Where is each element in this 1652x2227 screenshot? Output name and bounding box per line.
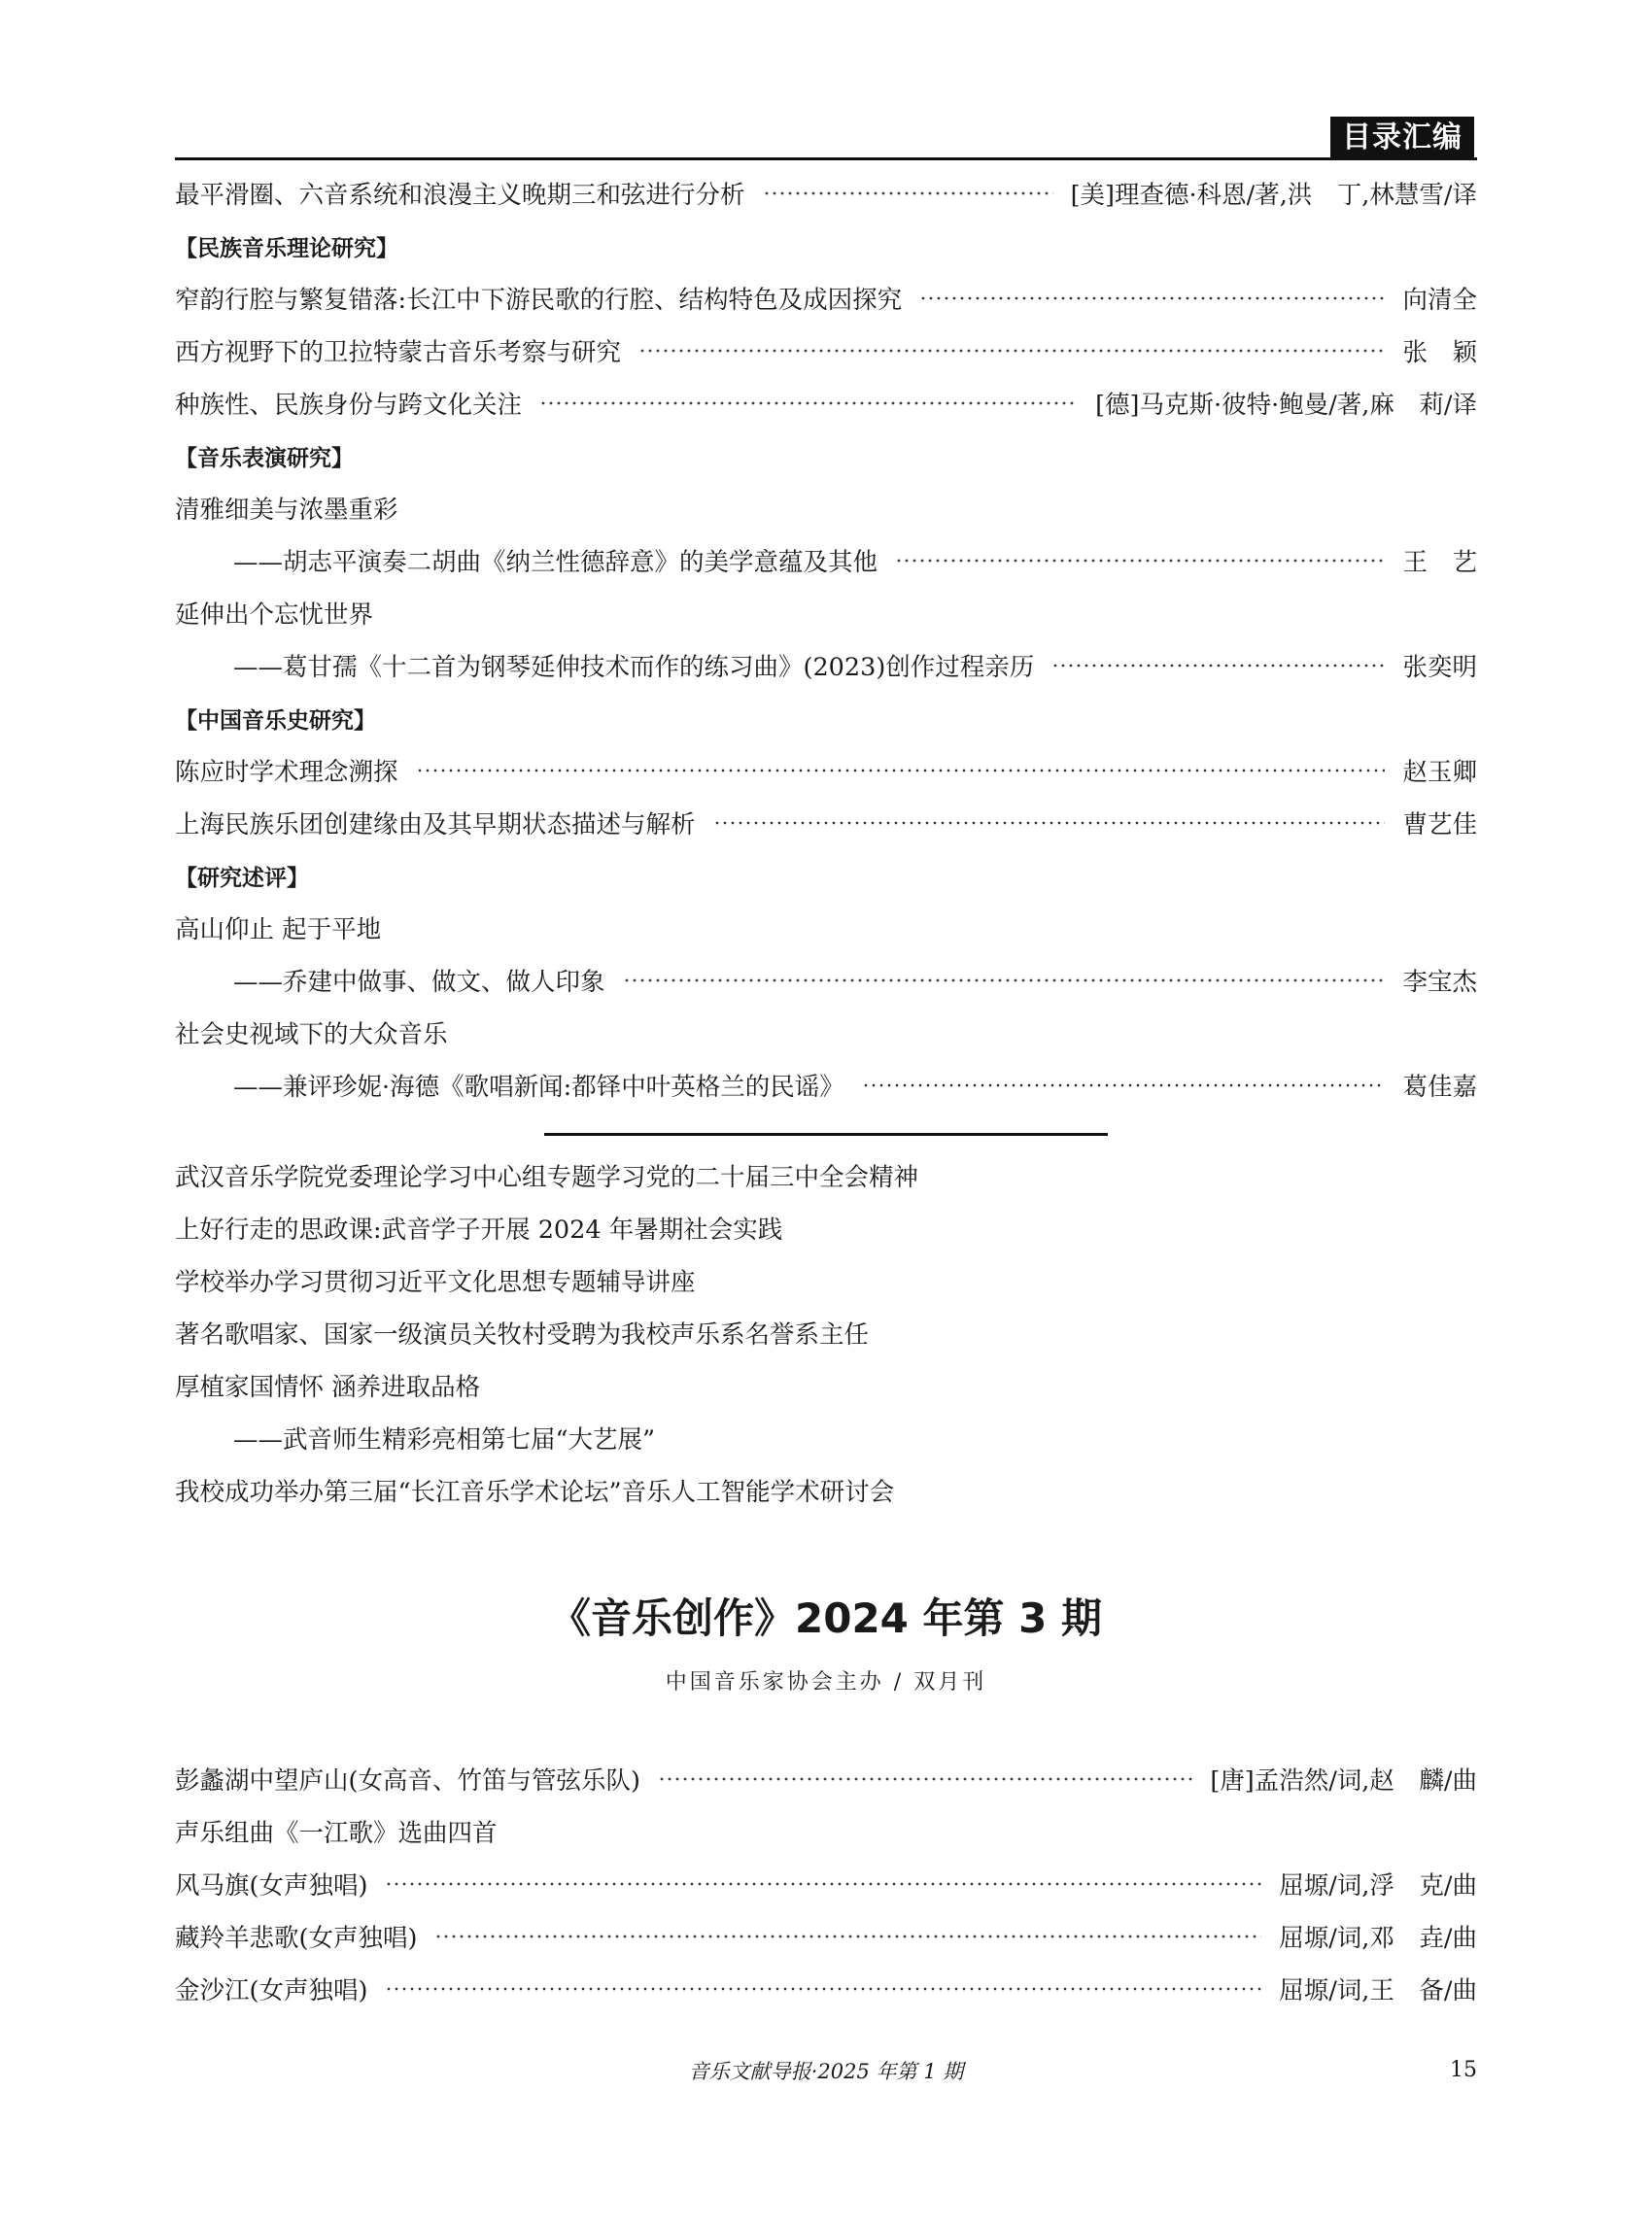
entry-title: 最平滑圈、六音系统和浪漫主义晚期三和弦进行分析 [175, 181, 745, 210]
section-badge: 目录汇编 [1330, 117, 1474, 159]
section-heading: 【研究述评】 [175, 865, 309, 891]
entry-title: 上海民族乐团创建缘由及其早期状态描述与解析 [175, 810, 696, 839]
entry-author: 葛佳嘉 [1402, 1073, 1477, 1102]
entry-author: 赵玉卿 [1402, 758, 1477, 787]
entry-author: [唐]孟浩然/词,赵 麟/曲 [1210, 1766, 1477, 1796]
toc-entry [175, 272, 1477, 325]
entry-title: 种族性、民族身份与跨文化关注 [175, 391, 523, 420]
entry-title: 金沙江(女声独唱) [175, 1976, 368, 2005]
entry-title: ——兼评珍妮·海德《歌唱新闻:都铎中叶英格兰的民谣》 [233, 1073, 844, 1102]
section-heading: 【音乐表演研究】 [175, 445, 354, 471]
title-line: 学校举办学习贯彻习近平文化思想专题辅导讲座 [175, 1268, 696, 1297]
footer-journal: 音乐文献导报·2025 年第 1 期 [688, 2060, 964, 2083]
entry-author: [德]马克斯·彼特·鲍曼/著,麻 莉/译 [1095, 391, 1477, 420]
dot-leader [895, 559, 1385, 563]
magazine-heading [0, 1590, 1652, 1696]
entry-title: ——葛甘孺《十二首为钢琴延伸技术而作的练习曲》(2023)创作过程亲历 [233, 653, 1035, 682]
dot-leader [763, 191, 1053, 195]
entry-title: 彭蠡湖中望庐山(女高音、竹笛与管弦乐队) [175, 1766, 640, 1796]
toc-entry [175, 954, 1477, 1007]
magazine-subtitle: 中国音乐家协会主办 / 双月刊 [665, 1670, 987, 1695]
entry-title: 西方视野下的卫拉特蒙古音乐考察与研究 [175, 338, 622, 367]
toc-part-1 [175, 167, 1477, 1517]
entry-author: 屈塬/词,浮 克/曲 [1279, 1871, 1477, 1901]
dot-leader [1051, 664, 1385, 668]
dot-leader [713, 821, 1386, 825]
entry-title: 陈应时学术理念溯探 [175, 758, 398, 787]
toc-entry [175, 1858, 1477, 1910]
title-line: 声乐组曲《一江歌》选曲四首 [175, 1819, 498, 1848]
dot-leader [385, 1987, 1261, 1991]
section-heading: 【中国音乐史研究】 [175, 707, 376, 734]
toc-entry [175, 167, 1477, 220]
dot-leader [638, 349, 1385, 353]
dot-leader [539, 401, 1078, 405]
header-rule [175, 157, 1477, 160]
title-line: 我校成功举办第三届“长江音乐学术论坛”音乐人工智能学术研讨会 [175, 1478, 895, 1507]
entry-author: 王 艺 [1402, 548, 1477, 577]
entry-title: ——乔建中做事、做文、做人印象 [233, 968, 605, 997]
dot-leader [919, 296, 1385, 300]
toc-entry [175, 744, 1477, 797]
toc-list [175, 167, 1477, 1112]
toc-entry [175, 1963, 1477, 2015]
toc-entry [175, 377, 1477, 429]
entry-title: 风马旗(女声独唱) [175, 1871, 368, 1901]
entry-author: 向清全 [1402, 286, 1477, 315]
entry-author: 屈塬/词,邓 垚/曲 [1279, 1924, 1477, 1953]
toc-entry [175, 1910, 1477, 1963]
entry-title: 窄韵行腔与繁复错落:长江中下游民歌的行腔、结构特色及成因探究 [175, 286, 903, 315]
entry-author: 李宝杰 [1402, 968, 1477, 997]
entry-author: 屈塬/词,王 备/曲 [1279, 1976, 1477, 2005]
page-number: 15 [1450, 2058, 1477, 2082]
title-line: 著名歌唱家、国家一级演员关牧村受聘为我校声乐系名誉系主任 [175, 1320, 870, 1350]
entry-author: [美]理查德·科恩/著,洪 丁,林慧雪/译 [1070, 181, 1477, 210]
toc-entry [175, 325, 1477, 377]
title-line: 社会史视域下的大众音乐 [175, 1020, 448, 1049]
toc-list [175, 1753, 1477, 2015]
title-line: 清雅细美与浓墨重彩 [175, 496, 398, 525]
title-line: 延伸出个忘忧世界 [175, 600, 374, 630]
title-line: 武汉音乐学院党委理论学习中心组专题学习党的二十届三中全会精神 [175, 1163, 919, 1192]
dot-leader [385, 1882, 1261, 1886]
toc-entry [175, 534, 1477, 587]
toc-entry [175, 639, 1477, 692]
section-heading: 【民族音乐理论研究】 [175, 235, 398, 261]
dot-leader [416, 769, 1386, 772]
toc-entry [175, 1753, 1477, 1805]
dot-leader [658, 1777, 1192, 1781]
toc-entry [175, 797, 1477, 849]
toc-entry [175, 1059, 1477, 1112]
entry-author: 曹艺佳 [1402, 810, 1477, 839]
divider-rule [544, 1133, 1108, 1136]
title-line: 厚植家国情怀 涵养进取品格 [175, 1373, 481, 1402]
dot-leader [862, 1083, 1386, 1087]
entry-title: ——胡志平演奏二胡曲《纳兰性德辞意》的美学意蕴及其他 [233, 548, 878, 577]
entry-author: 张 颖 [1402, 338, 1477, 367]
dot-leader [623, 978, 1386, 982]
subtitle-line: ——武音师生精彩亮相第七届“大艺展” [233, 1425, 656, 1455]
news-list [175, 1149, 1477, 1517]
entry-title: 藏羚羊悲歌(女声独唱) [175, 1924, 418, 1953]
dot-leader [434, 1935, 1261, 1938]
magazine-title: 《音乐创作》2024 年第 3 期 [550, 1594, 1102, 1642]
title-line: 上好行走的思政课:武音学子开展 2024 年暑期社会实践 [175, 1216, 783, 1245]
title-line: 高山仰止 起于平地 [175, 915, 382, 944]
toc-part-2 [175, 1753, 1477, 2015]
entry-author: 张奕明 [1402, 653, 1477, 682]
